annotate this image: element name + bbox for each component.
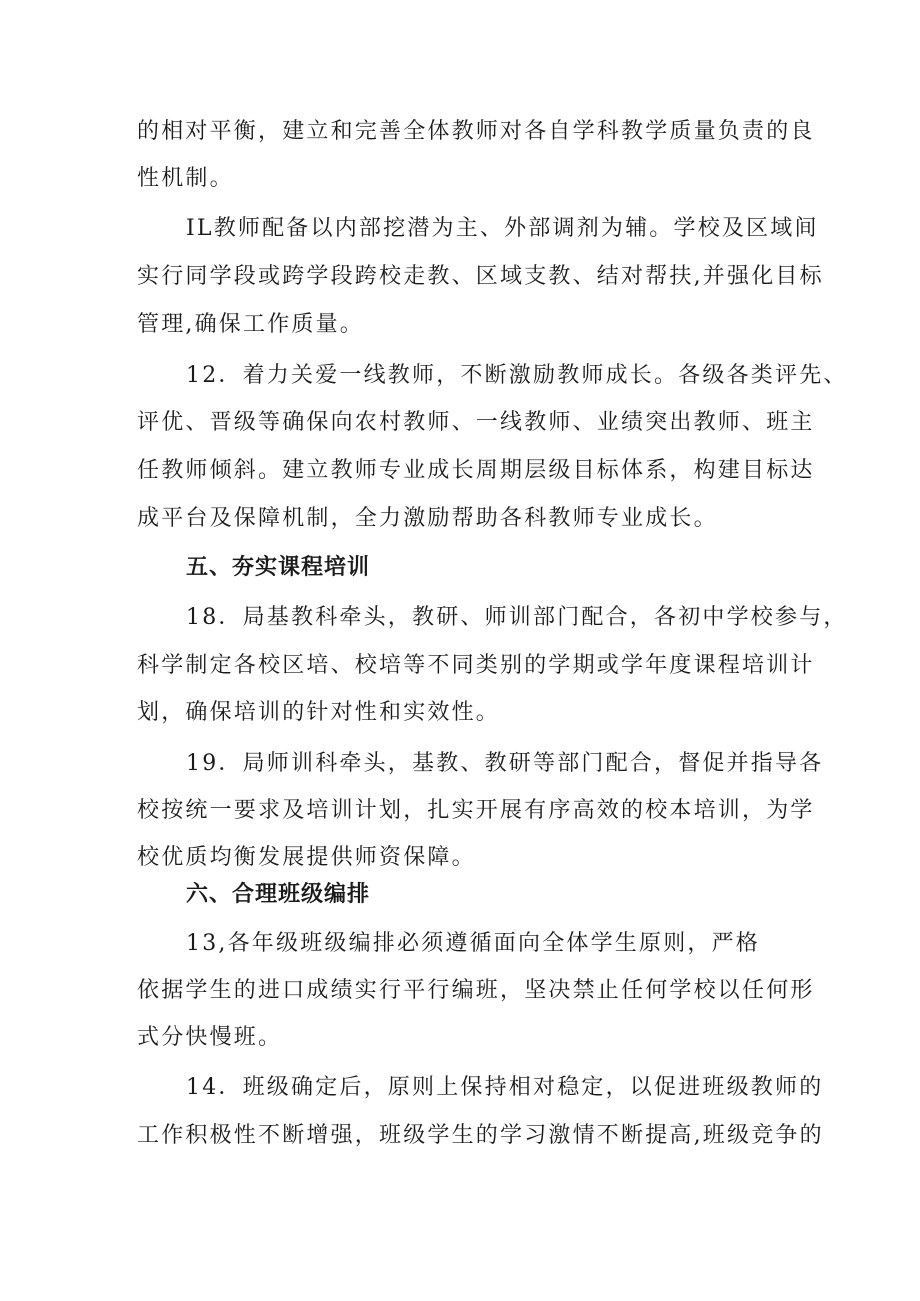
paragraph-line: 成平台及保障机制，全力激励帮助各科教师专业成长。 [137, 506, 718, 531]
paragraph-line: 科学制定各校区培、校培等不同类别的学期或学年度课程培训计 [137, 653, 815, 678]
paragraph-line: 划，确保培训的针对性和实效性。 [137, 700, 501, 725]
paragraph-line: 18．局基教科牵头，教研、师训部门配合，各初中学校参与， [186, 605, 848, 630]
paragraph-line: 评优、晋级等确保向农村教师、一线教师、业绩突出教师、班主 [137, 410, 815, 435]
section-heading: 五、夯实课程培训 [186, 555, 371, 580]
paragraph-line: 12．着力关爱一线教师，不断激励教师成长。各级各类评先、 [186, 363, 848, 388]
paragraph-line: 工作积极性不断增强，班级学生的学习激情不断提高,班级竞争的 [137, 1123, 824, 1148]
paragraph-line: 任教师倾斜。建立教师专业成长周期层级目标体系，构建目标达 [137, 458, 815, 483]
paragraph-line: 14．班级确定后，原则上保持相对稳定，以促进班级教师的 [186, 1075, 824, 1100]
paragraph-line: 实行同学段或跨学段跨校走教、区域支教、结对帮扶,并强化目标 [137, 264, 824, 289]
paragraph-line: IL教师配备以内部挖潜为主、外部调剂为辅。学校及区域间 [186, 216, 819, 241]
paragraph-line: 性机制。 [137, 166, 234, 191]
paragraph-line: 校按统一要求及培训计划，扎实开展有序高效的校本培训，为学 [137, 798, 815, 823]
paragraph-line: 的相对平衡，建立和完善全体教师对各自学科教学质量负责的良 [137, 119, 815, 144]
paragraph-line: 校优质均衡发展提供师资保障。 [137, 845, 476, 870]
paragraph-line: 19．局师训科牵头，基教、教研等部门配合，督促并指导各 [186, 751, 824, 776]
paragraph-line: 依据学生的进口成绩实行平行编班，坚决禁止任何学校以任何形 [137, 978, 815, 1003]
paragraph-line: 管理,确保工作质量。 [137, 312, 364, 337]
paragraph-line: 式分快慢班。 [137, 1025, 283, 1050]
paragraph-line: 13,各年级班级编排必须遵循面向全体学生原则，严格 [186, 931, 760, 956]
section-heading: 六、合理班级编排 [186, 882, 371, 907]
